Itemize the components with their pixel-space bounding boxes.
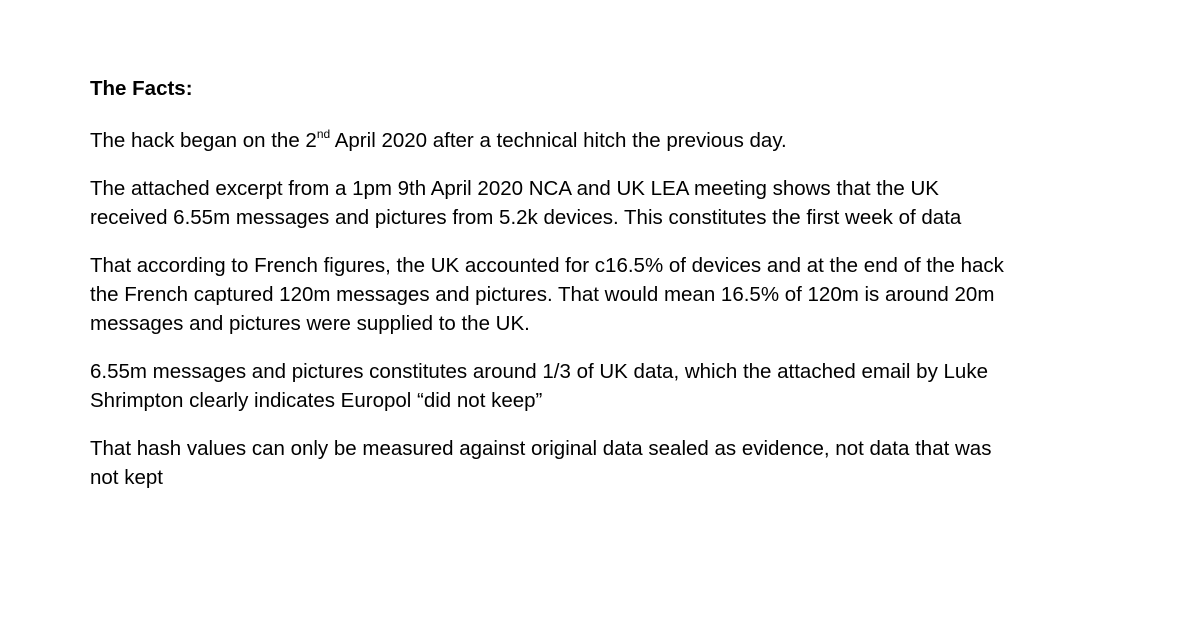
paragraph-line: received 6.55m messages and pictures from 5.2k devices. This constitutes the first week of data (90, 206, 962, 229)
paragraph-line: not kept (90, 466, 163, 489)
paragraph-uk-data-share (90, 357, 1150, 415)
paragraph-line: The attached excerpt from a 1pm 9th April 2020 NCA and UK LEA meeting shows that the UK (90, 177, 939, 200)
paragraph-line: the French captured 120m messages and pictures. That would mean 16.5% of 120m is around 20m (90, 283, 995, 306)
paragraph-hack-began (90, 126, 1150, 155)
paragraph-line: messages and pictures were supplied to the UK. (90, 312, 530, 335)
paragraph-excerpt (90, 174, 1150, 232)
text-segment: The hack began on the 2 (90, 129, 317, 152)
paragraph-line (90, 126, 1150, 155)
text-segment: April 2020 after a technical hitch the previous day. (330, 129, 787, 152)
paragraph-line: Shrimpton clearly indicates Europol “did not keep” (90, 389, 543, 412)
document-body (90, 74, 1150, 511)
paragraph-line: That according to French figures, the UK accounted for c16.5% of devices and at the end of the hack (90, 254, 1004, 277)
paragraph-line: That hash values can only be measured against original data sealed as evidence, not data that was (90, 437, 992, 460)
heading-the-facts: The Facts: (90, 77, 193, 100)
ordinal-superscript: nd (316, 127, 331, 142)
paragraph-french-figures (90, 251, 1150, 338)
paragraph-hash-values (90, 434, 1150, 492)
paragraph-line: 6.55m messages and pictures constitutes around 1/3 of UK data, which the attached email by Luke (90, 360, 988, 383)
